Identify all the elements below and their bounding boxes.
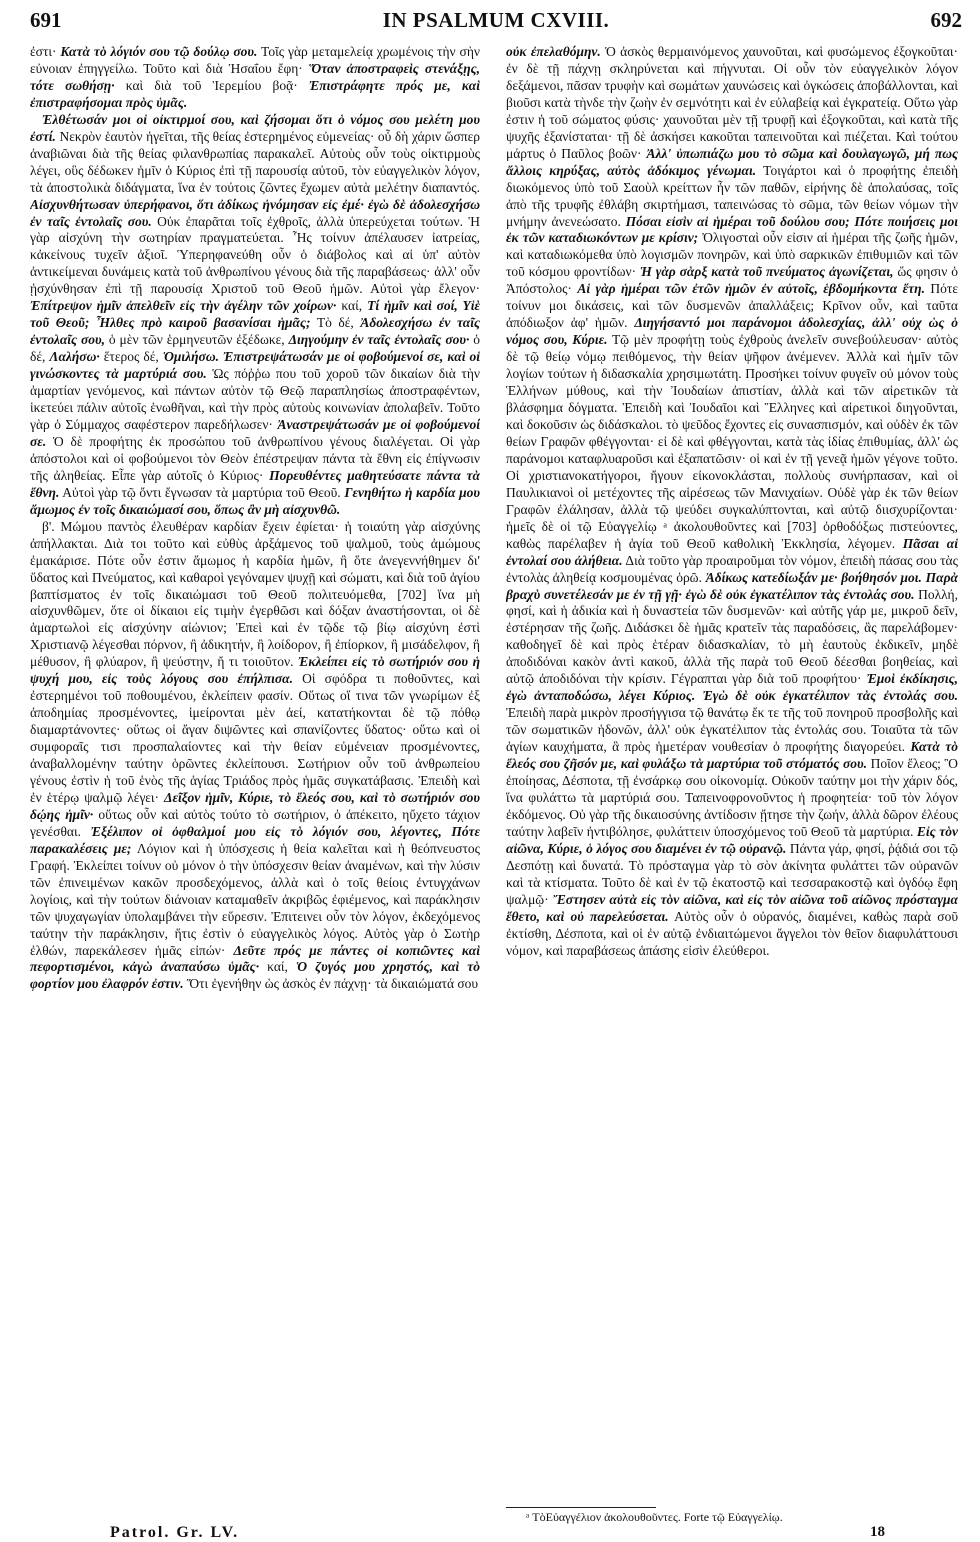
scripture-quotation: Λαλήσω·: [49, 349, 100, 365]
commentary-text: Νεκρὸν ἑαυτὸν ἡγεῖται, τῆς θείας ἐστερημένος εὐμενείας· οὗ δὴ χάριν ὥσπερ ἀναβιῶναι διὰ τῆς θείας φιλανθρωπίας παρακαλεῖ. Αὐτοὺς οὖν τοὺς οἰκτιρμοὺς λέγει, οὓς δέδωκεν ἡμῖν ὁ Κύριος ἐπὶ τῇ παρουσίᾳ αὐτοῦ, τὸν εὐαγγελικὸν λόγον, τὰ ἀποστολικὰ διδάγματα, ἵνα ἐν τούτοις ζῶντες ἔχωμεν αὐτὰ μελέτην διαπαντός.: [30, 128, 480, 195]
scripture-quotation: Ἀδολεσχήσω ἐν ταῖς ἐντολαῖς σου,: [30, 315, 480, 348]
commentary-text: καὶ διὰ τοῦ Ἱερεμίου βοᾷ·: [114, 77, 309, 93]
scripture-quotation: Ὁ ζυγός μου χρηστός, καὶ τὸ φορτίον μου ἐλαφρόν ἐστιν.: [30, 959, 480, 992]
commentary-text: Ὅτι ἐγενήθην ὡς ἀσκὸς ἐν πάχνῃ· τὰ δικαιώματά σου: [183, 976, 479, 992]
scripture-quotation: Ἐπίτρεψον ἡμῖν ἀπελθεῖν εἰς τὴν ἀγέλην τῶν χοίρων·: [30, 298, 337, 314]
scripture-quotation: Κατὰ τὸ ἔλεός σου ζῆσόν με, καὶ φυλάξω τὰ μαρτύρια τοῦ στόματός σου.: [506, 739, 958, 772]
commentary-text: Ὁ ἀσκὸς θερμαινόμενος χαυνοῦται, καὶ φυσώμενος ἐξογκοῦται· ἐν δὲ τῇ πάχνῃ σκληρύνεται καὶ πήγνυται. Οἱ οὖν τὸν εὐαγγελικὸν λόγον δεξάμενοι, πᾶσαν τρυφὴν καὶ σωμάτων χαυνώσεις καὶ ὀγκώσεις ἀποβάλλονται, καὶ βιοῦσι κατὰ τὴνδε τὴν ζωὴν ἐν σεμνότητι καὶ ἐν εὐλαβείᾳ καὶ ἐγκρατείᾳ. Οὕτω γὰρ ἐστιν ἡ τοῦ σώματος φύσις· χαυνοῦται μὲν τῇ τρυφῇ καὶ ἐξογκοῦται, καὶ κατὰ τῆς ψυχῆς ἐξανίσταται· τῇ δὲ ἀσκήσει κακοῦται ταπεινοῦται καὶ πιέζεται. Καὶ τούτου μάρτυς ὁ Παῦλος βοῶν·: [506, 44, 958, 161]
paragraph: [30, 112, 480, 519]
scripture-quotation: Αἱ γὰρ ἡμέραι τῶν ἐτῶν ἡμῶν ἐν αὐτοῖς, ἑβδομήκοντα ἔτη.: [577, 281, 925, 297]
signature-mark: Patrol. Gr. LV.: [110, 1524, 240, 1541]
scripture-quotation: Διηγούμην ἐν ταῖς ἐντολαῖς σου·: [288, 332, 470, 348]
commentary-text: Ὀλιγοσταὶ οὖν εἰσιν αἱ ἡμέραι τῆς ζωῆς ἡμῶν, καὶ καταδιωκόμεθα ὑπὸ λογισμῶν πονηρῶν, καὶ ὑπὸ σαρκικῶν ἐπιθυμιῶν καὶ τῶν τοῦ κόσμου φροντίδων·: [506, 230, 958, 280]
commentary-text: Τοῖς γὰρ μεταμελείᾳ χρωμένοις τὴν σὴν εὐνοιαν ἐπηγγείλω. Τοῦτο καὶ διὰ Ἡσαΐου ἔφη·: [30, 44, 480, 76]
commentary-text: Ὡς πόῤῥω που τοῦ χοροῦ τῶν δικαίων διὰ τὴν ἁμαρτίαν γενόμενος, καὶ πάντων αὐτὸν τῷ Θεῷ παραπλησίως ἀποστραφέντων, ἱκετεύει πάλιν αὐτοῖς ἑνωθῆναι, καὶ τὴν πρὸς αὐτοὺς κοινωνίαν ἀπολαβεῖν. Τοῦτο γὰρ ὁ Σύμμαχος σαφέστερον παρεδήλωσεν·: [30, 366, 480, 432]
paragraph: [30, 519, 480, 994]
running-title: IN PSALMUM CXVIII.: [382, 8, 610, 32]
footnote: ᵃ ΤὸΕὐαγγέλιον ἀκολουθοῦντες. Forte τῷ Εὐαγγελίῳ.: [526, 1510, 783, 1524]
commentary-text: Ὁ δὲ προφήτης ἐκ προσώπου τοῦ ἀνθρωπίνου γένους διαλέγεται. Οἱ γὰρ ἀπόστολοι καὶ οἱ φοβούμενοι τὸν Θεὸν ἐπέστρεψαν πάντα τὰ ἔθνη εἰς ἐπίγνωσιν τῆς ἀληθείας. Εἶπε γὰρ αὐτοῖς ὁ Κύριος·: [30, 433, 480, 483]
footnote-rule: [506, 1507, 656, 1508]
scripture-quotation: Ἐκλείπει εἰς τὸ σωτήριόν σου ἡ ψυχή μου, εἰς τοὺς λόγους σου ἐπήλπισα.: [30, 654, 480, 687]
scripture-quotation: Δεῖξον ἡμῖν, Κύριε, τὸ ἔλεός σου, καὶ τὸ σωτήριόν σου δῴης ἡμῖν·: [30, 789, 480, 822]
scripture-quotation: Τί ἡμῖν καὶ σοί, Υἱὲ τοῦ Θεοῦ; Ἦλθες πρὸ καιροῦ βασανίσαι ἡμᾶς;: [30, 298, 480, 331]
commentary-text: Λόγιον καὶ ἡ ὑπόσχεσις ἡ θεία καλεῖται καὶ ἡ θεόπνευστος Γραφή. Ἐκλείπει τοίνυν οὐ μόνον ὁ τὴν ὑπόσχεσιν θείαν ἀναμένων, καὶ τὴν λύσιν τῶν ἐπινειμένων κακῶν προσδεχόμενος, ἀλλὰ καὶ ὁ τοῖς θείοις ἐντυγχάνων λογίοις, καὶ τὴν τούτων διάνοιαν καταμαθεῖν ἀκριβῶς ἐφιέμενος, καὶ παράκλησιν τῶν ψυχαγωγίαν ὑπολαμβάνει τὴν εὕρεσιν. Ἐπιτεινει οὖν τὸν λόγον, ἐκδεχόμενος ταύτην τὴν παράκλησιν, ἥτις ἐστὶν ὁ εὐαγγελικὸς λόγος. Αὐτὸς γὰρ ὁ Σωτὴρ ἐλθών, παρεκάλεσεν ἡμᾶς εἰπών·: [30, 840, 480, 958]
commentary-text: ὁ μὲν τῶν ἑρμηνευτῶν ἐξέδωκε,: [104, 332, 289, 348]
commentary-text: Αὐτὸς οὖν ὁ οὐρανός, διαμένει, καθὼς παρὰ σοῦ ἐκτίσθη, Δέσποτα, καὶ οἱ ἐν αὐτῷ ἐνδιαιτώμενοι ἄγγελοι τὸν θεῖον διαφυλάττουσι νόμον, καὶ παραβάσεως ἁπάσης εἰσὶν ἐλεύθεροι.: [506, 908, 958, 958]
scripture-quotation: Ἀναστρεψάτωσάν με οἱ φοβούμενοί σε.: [30, 416, 480, 449]
scripture-quotation: Γενηθήτω ἡ καρδία μου ἄμωμος ἐν τοῖς δικαιώμασί σου, ὅπως ἂν μὴ αἰσχυνθῶ.: [30, 484, 480, 517]
scripture-quotation: Αἰσχυνθήτωσαν ὑπερήφανοι, ὅτι ἀδίκως ἠνόμησαν εἰς ἐμέ· ἐγὼ δὲ ἀδολεσχήσω ἐν ταῖς ἐντολαῖς σου.: [30, 196, 480, 229]
right-column: [506, 44, 958, 1504]
scripture-quotation: Πόσαι εἰσὶν αἱ ἡμέραι τοῦ δούλου σου; Πότε ποιήσεις μοι ἐκ τῶν καταδιωκόντων με κρίσιν;: [506, 213, 958, 246]
left-column: [30, 44, 480, 1522]
commentary-text: Αὐτοὶ γὰρ τῷ ὄντι ἔγνωσαν τὰ μαρτύρια τοῦ Θεοῦ.: [59, 484, 345, 500]
commentary-text: Πάντα γάρ, φησί, ῥᾴδιά σοι τῷ Δεσπότῃ καὶ δυνατά. Τὸ πρόσταγμα γὰρ τὸ σὸν ἀκίνητα φυλάττει τῶν οὐρανῶν καὶ τὰ κτίσματα. Τοῦτο δὲ καὶ ἐν τῷ ἑκατοστῷ καὶ τεσσαρακοστῷ καὶ ὀγδόῳ ἔφη ψαλμῷ·: [506, 840, 958, 907]
scripture-quotation: Δεῦτε πρός με πάντες οἱ κοπιῶντες καὶ πεφορτισμένοι, κἀγὼ ἀναπαύσω ὑμᾶς·: [30, 942, 480, 975]
commentary-text: Πολλή, φησί, καὶ ἡ ἀδικία καὶ ἡ δυναστεία τῶν δυσμενῶν· καὶ αὐτῆς γάρ με, μικροῦ δεῖν, ἐστέρησαν τῆς ζωῆς. Διδάσκει δὲ ἡμᾶς κρατεῖν τὰς παραδόσεις, ἃς παρελάβομεν· καθοδηγεῖ δὲ καὶ πρὸς ἑτέραν διδασκαλίαν, τὸ μὴ ἑαυτοὺς ἐκδικεῖν, μηδὲ ἀποδιδόναι κακὸν ἀντὶ κακοῦ, ἀλλὰ τῆς παρὰ τοῦ Θεοῦ δέεσθαι βοηθείας, καὶ αὐτῷ ἀποδιδόναι τὴν κρίσιν. Γέγραπται γὰρ διὰ τοῦ προφήτου·: [506, 586, 958, 687]
scripture-quotation: Διηγήσαντό μοι παράνομοι ἀδολεσχίας, ἀλλ' οὐχ ὡς ὁ νόμος σου, Κύριε.: [506, 315, 958, 348]
commentary-text: οὕτως οὖν καὶ αὐτὸς τούτο τὸ σωτήριον, ὁ ἀπέκειτο, ηὔχετο τάχιον γενέσθαι.: [30, 806, 480, 839]
page-number-right: 692: [930, 8, 962, 32]
scripture-quotation: Ἐλθέτωσάν μοι οἱ οἰκτιρμοί σου, καὶ ζήσομαι ὅτι ὁ νόμος σου μελέτη μου ἐστί.: [30, 111, 480, 144]
scripture-quotation: Ὁμιλήσω. Ἐπιστρεψάτωσάν με οἱ φοβούμενοί σε, καὶ οἱ γινώσκοντες τὰ μαρτύριά σου.: [30, 349, 480, 382]
scripture-quotation: Ἐξέλιπον οἱ ὀφθαλμοί μου εἰς τὸ λόγιόν σου, λέγοντες, Πότε παρακαλέσεις με;: [30, 823, 480, 856]
paragraph: [30, 44, 480, 112]
commentary-text: ὁ δέ,: [30, 332, 480, 365]
scripture-quotation: Πᾶσαι αἱ ἐντολαί σου ἀλήθεια.: [506, 535, 958, 568]
commentary-text: Ἐπειδὴ παρὰ μικρὸν προσήγγισα τῷ θανάτῳ ἔκ τε τῆς τοῦ πονηροῦ προσβολῆς καὶ τῶν σωματικῶν ἡδονῶν, ἀλλ' οὐκ ἐγκατέλιπον τὰς ἐντολάς σου. Τοιαῦτα τὰ τῶν ἁγίων καυχήματα, ἃ πρὸς ἡμετέραν νουθεσίαν ὁ προφήτης διαγορεύει.: [506, 705, 958, 755]
scripture-quotation: Ἔστησεν αὐτὰ εἰς τὸν αἰῶνα, καὶ εἰς τὸν αἰῶνα τοῦ αἰῶνος πρόσταγμα ἔθετο, καὶ οὐ παρελεύσεται.: [506, 891, 958, 924]
commentary-text: καί,: [336, 298, 368, 314]
page-header: [30, 2, 962, 42]
scripture-quotation: Κατὰ τὸ λόγιόν σου τῷ δούλῳ σου.: [60, 44, 258, 59]
commentary-text: Οἱ σφόδρα τι ποθοῦντες, καὶ ἐστερημένοι τοῦ ποθουμένου, ἐκλείπειν φασίν. Οὕτως οἵ τινα τῶν γνωρίμων ἐξ ἀποδημίας προσμένοντες, ἱμείρονται μὲν ἀεί, κατατήκονται δὲ τῷ πόθῳ διαμαρτάνοντες· οὕτως οἱ ἄγαν διψῶντες καὶ σπανίζοντες ὕδατος· οὕτω καὶ οἱ συμφοραῖς τισι προσπαλαίοντες καὶ τὴν θείαν εὐμένειαν προσμένοντες, ἀναβαλλομένην ταύτην ὁρῶντες ἐκλείπουσι. Σωτήριον οὖν τοῦ ἀνθρωπείου γένους ἐστὶν ἡ τοῦ ἑνὸς τῆς ἁγίας Τριάδος πρὸς ἡμᾶς συγκατάβασις. Ἐπειδὴ καὶ ἐν ἑτέρῳ ψαλμῷ λέγει·: [30, 671, 480, 805]
commentary-text: Οὐκ ἐπαρᾶται τοῖς ἐχθροῖς, ἀλλὰ ὑπερεύχεται τούτων. Ἡ γὰρ αἰσχύνη τὴν σωτηρίαν πραγματεύεται. Ἧς τοίνυν ἀπέλαυσεν ἰατρείας, κἀκείνους τυχεῖν ἀξιοῖ. Ὑπερηφανεύθη οὖν ὁ διάβολος καὶ αἱ ὑπ' αὐτὸν ἀντικείμεναι δυνάμεις κατὰ τοῦ ἀνθρωπίνου γένους διὰ τῆς παραβάσεως· ἀλλ' οὖν ᾐσχύνθησαν ἐπὶ τῇ παρουσίᾳ Χριστοῦ τοῦ Θεοῦ ἡμῶν. Αὐτοὶ γὰρ ἔλεγον·: [30, 213, 480, 297]
scripture-quotation: Ἡ γὰρ σὰρξ κατὰ τοῦ πνεύματος ἀγωνίζεται,: [640, 264, 894, 280]
commentary-text: ὥς φησιν ὁ Ἀπόστολος·: [506, 264, 958, 297]
commentary-text: Πότε τοίνυν μοι δικάσεις, καὶ τῶν δυσμενῶν ἀπαλλάξεις; Κρῖνον οὖν, καὶ ταῦτα ἀπόδιωξον ἀφ' ἡμῶν.: [506, 281, 958, 331]
scripture-quotation: Ἀλλ' ὑπωπιάζω μου τὸ σῶμα καὶ δουλαγωγῶ, μή πως ἄλλοις κηρύξας, αὐτὸς ἀδόκιμος γένωμαι.: [506, 145, 958, 178]
commentary-text: β'. Μώμου παντὸς ἐλευθέραν καρδίαν ἔχειν ἐφίεται· ἡ τοιαύτη γὰρ αἰσχύνης ἀπήλλακται. Διὰ τοι τοῦτο καὶ εὐθὺς ἀρξάμενος τοῦ ψαλμοῦ, τοὺς ἀμώμους ἐμακάρισε. Πότε οὖν ἐστιν ἄμωμος ἡ καρδία ἡμῶν, ἢ ὅτε ἀνεγεννήθημεν δι' ὕδατος καὶ Πνεύματος, καὶ καθαροὶ γεγόναμεν ψυχῇ καὶ σώματι, καὶ διὰ τοῦ ἁγίου βαπτίσματος ἐν τοῖς δικαιώμασι τοῦ Θεοῦ πολιτευόμεθα, [702] ἵνα μὴ αἰσχυνθῶμεν, ὅτε οἱ δίκαιοι εἰς τιμὴν ἐγερθῶσι καὶ δόξαν ἀναστήσονται, οἱ δὲ ἁμαρτωλοὶ εἰς αἰσχύνην αἰώνιον; Ἐπεὶ καὶ ἐν τῷδε τῷ βίῳ αἰσχύνη ἐστὶ Χριστιανῷ λέγεσθαι πόρνον, ἢ ἀδικητήν, ἢ λοίδορον, ἢ ἐπίορκον, ἢ μισάδελφον, ἢ μέθυσον, ἢ φλύαρον, ἢ ψεύστην, ἤ τι τοιοῦτον.: [30, 518, 480, 670]
commentary-text: καί,: [259, 959, 296, 975]
commentary-text: Διὰ τοῦτο γὰρ προαιροῦμαι τὸν νόμον, ἐπειδὴ πάσας σου τὰς ἐντολὰς ἀληθείᾳ κοσμουμένας ὁρῶ.: [506, 552, 958, 585]
scripture-quotation: οὐκ ἐπελαθόμην.: [506, 44, 601, 59]
commentary-text: Τὸ δέ,: [310, 315, 361, 331]
scripture-quotation: Ὅταν ἀποστραφεὶς στενάξῃς, τότε σωθήσῃ·: [30, 60, 480, 93]
commentary-text: Ποῖον ἔλεος; Ὃ ἐποίησας, Δέσποτα, τῇ ἐνσάρκῳ σου οἰκονομίᾳ. Οὐκοῦν ταύτην μοι τὴν χάριν δός, ἵνα φυλάττω τὰ μαρτύριά σου. Ταπεινοφρονοῦντος ἡ προφητεία· τοῦ τὸν λόγον ἐκδόμενος. Οὐ γὰρ τῆς δικαιοσύνης ἀντίδοσιν ᾔτησε τὴν ζωήν, ἀλλὰ δῶρον ἐλέους ταύτην λαβεῖν ἠντιβόλησε, φυλάττειν ὑποσχόμενος τοῦ Θεοῦ τὰ μαρτύρια.: [506, 756, 958, 839]
scripture-quotation: Ἐπιστράφητε πρός με, καὶ ἐπιστραφήσομαι πρὸς ὑμᾶς.: [30, 77, 480, 110]
scripture-quotation: Πορευθέντες μαθητεύσατε πάντα τὰ ἔθνη.: [30, 467, 480, 500]
page-number-left: 691: [30, 8, 62, 32]
scripture-quotation: Ἐμοὶ ἐκδίκησις, ἐγὼ ἀνταποδώσω, λέγει Κύριος. Ἐγὼ δὲ οὐκ ἐγκατέλιπον τὰς ἐντολάς σου.: [506, 671, 958, 704]
scripture-quotation: Εἰς τὸν αἰῶνα, Κύριε, ὁ λόγος σου διαμένει ἐν τῷ οὐρανῷ.: [506, 823, 958, 856]
commentary-text: Τοιγάρτοι καὶ ὁ προφήτης ἐπειδὴ διωκόμενος ὑπὸ τοῦ Σαοὺλ κρείττων ἦν τῶν παθῶν, εἰρήνης δὲ ἀπολαύσας, τοῖς ἀπὸ τῆς τρυφῆς ἐθλάβη σκιρτήμασι, ταπεινώσας τὸ σῶμα, τῶν θείων νόμων τὴν μνήμην ἀνενεώσατο.: [506, 162, 958, 229]
commentary-text: ἕτερος δέ,: [99, 349, 163, 365]
commentary-text: Τῷ μὲν προφήτῃ τοὺς ἐχθροὺς ἀνελεῖν συνεβούλευσαν· αὐτὸς δὲ τῷ θείῳ νόμῳ πειθόμενος, τὴν θείαν ψῆφον ἀνέμενεν. Ἀλλὰ καὶ ἡμῖν τῶν λογίων τούτων ἡ διδασκαλία χρησιμωτάτη. Προσήκει τοίνυν φυγεῖν οὐ μόνον τοὺς Ἑλλήνων μύθους, καὶ τὴν Ἰουδαίων ἀπιστίαν, ἀλλὰ καὶ τῶν αἱρετικῶν τὰ βλάσφημα δόγματα. Ἐπειδὴ καὶ Ἰουδαῖοι καὶ Ἕλληνες καὶ αἱρετικοὶ διηγοῦνται, καὶ δοκοῦσιν ὡς διδάσκαλοι. τὸ ψεῦδος ἔχοντες εἰς συνασπισμόν, καὶ οὐδὲν ἐκ τῶν θείων Γραφῶν φθέγγονται· εἰ δὲ καὶ φθέγγονται, κατὰ τὰς ἰδίας ἐπιθυμίας, ἀλλ' ὡς παράνομοι καταφλυαροῦσι καὶ ἐξαπατῶσιν· οἱ καὶ ἐν τῇ γενεᾷ ἡμῶν γέγονε τοῦτο. Οἱ χριστιανοκατήγοροι, ἤγουν εἰκονοκλάσται, πολλοὺς συνήρπασαν, καὶ οἱ Παυλικιανοὶ οἱ μετέχοντες τῆς αἱρέσεως τῶν Μανιχαίων. Οὐδὲ γὰρ ἐκ τῶν θείων Γραφῶν ἐλάλησαν, ἀλλὰ τῷ ψεύδει συγκαλύπτονται, καὶ αὐτῷ διισχυρίζονται· ἡμεῖς δὲ οἱ τῷ Εὐαγγελίῳ ᵃ ἀκολουθοῦντες καὶ [703] ὀρθοδόξως πιστεύοντες, καθὼς παρέλαβεν ἡ ἁγία τοῦ Θεοῦ καθολικὴ Ἐκκλησία, λέγομεν.: [506, 332, 958, 551]
scripture-quotation: Ἀδίκως κατεδίωξάν με· βοήθησόν μοι. Παρὰ βραχὺ συνετέλεσάν με ἐν τῇ γῇ· ἐγὼ δὲ οὐκ ἐγκατέλιπον τὰς ἐντολάς σου.: [506, 569, 958, 602]
signature-number: 18: [870, 1524, 885, 1540]
paragraph: [506, 44, 958, 959]
commentary-text: ἐστι·: [30, 44, 61, 59]
